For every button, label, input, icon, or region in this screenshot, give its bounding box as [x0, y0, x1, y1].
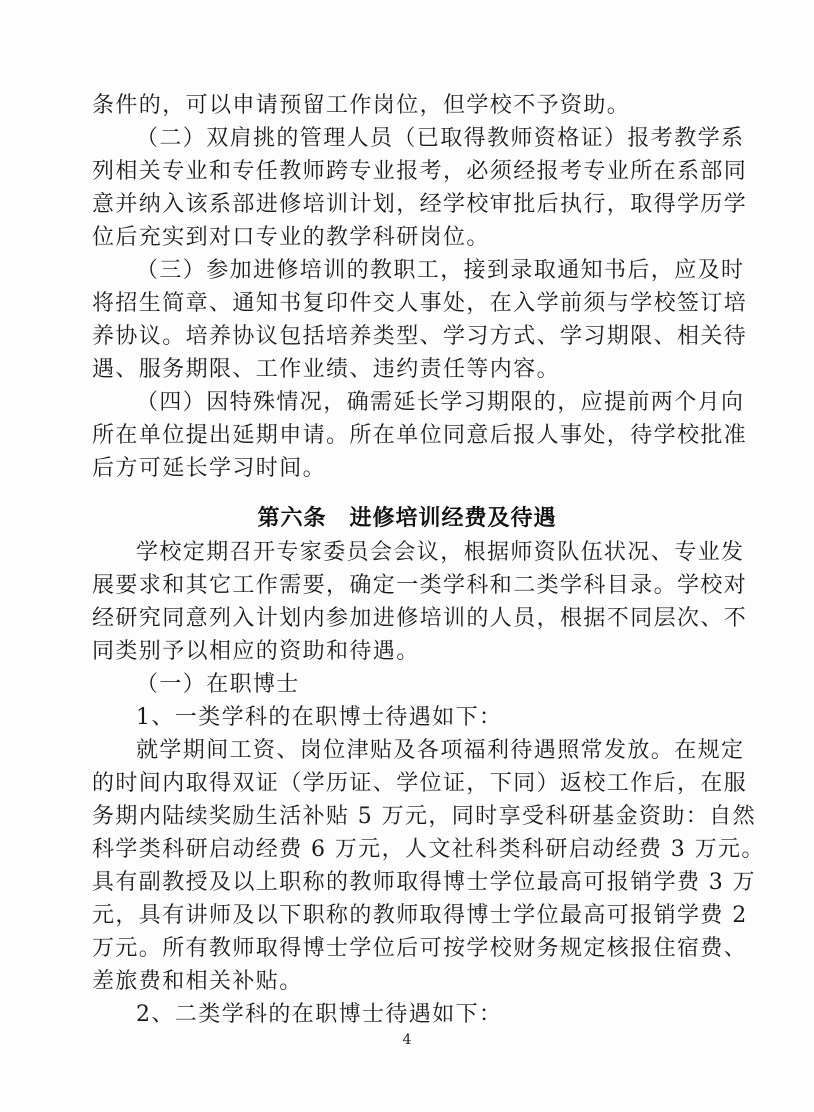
body-text-line: 经研究同意列入计划内参加进修培训的人员，根据不同层次、不 [92, 606, 748, 631]
body-text-line: 学校定期召开专家委员会会议，根据师资队伍状况、专业发 [136, 540, 745, 565]
body-text-line: 差旅费和相关补贴。 [92, 969, 303, 994]
body-text-line: 同类别予以相应的资助和待遇。 [92, 639, 420, 664]
subsection-title: （一）在职博士 [136, 672, 300, 697]
body-text-line: 的时间内取得双证（学历证、学位证，下同）返校工作后，在服 [92, 771, 748, 796]
body-text-line: 展要求和其它工作需要，确定一类学科和二类学科目录。学校对 [92, 573, 748, 598]
body-text-line: 条件的，可以申请预留工作岗位，但学校不予资助。 [92, 93, 631, 118]
body-text-line: 元，具有讲师及以下职称的教师取得博士学位最高可报销学费 2 [92, 903, 748, 928]
body-text-line: 务期内陆续奖励生活补贴 5 万元，同时享受科研基金资助：自然 [92, 804, 756, 829]
body-text-line: （四）因特殊情况，确需延长学习期限的，应提前两个月向 [136, 390, 745, 415]
body-text-line: 就学期间工资、岗位津贴及各项福利待遇照常发放。在规定 [136, 738, 745, 763]
body-text-line: 具有副教授及以上职称的教师取得博士学位最高可报销学费 3 万 [92, 870, 756, 895]
body-text-line: 位后充实到对口专业的教学科研岗位。 [92, 225, 490, 250]
section-heading: 第六条 进修培训经费及待遇 [257, 506, 557, 531]
body-text-line: 遇、服务期限、工作业绩、违约责任等内容。 [92, 357, 561, 382]
body-text-line: 列相关专业和专任教师跨专业报考，必须经报考专业所在系部同 [92, 159, 748, 184]
body-text-line: 后方可延长学习时间。 [92, 456, 327, 481]
body-text-line: 所在单位提出延期申请。所在单位同意后报人事处，待学校批准 [92, 423, 748, 448]
body-text-line: （二）双肩挑的管理人员（已取得教师资格证）报考教学系 [136, 126, 745, 151]
body-text-line: （三）参加进修培训的教职工，接到录取通知书后，应及时 [136, 258, 745, 283]
page-number: 4 [402, 1032, 412, 1048]
list-item-title: 2、二类学科的在职博士待遇如下： [136, 1002, 503, 1027]
body-text-line: 科学类科研启动经费 6 万元，人文社科类科研启动经费 3 万元。 [92, 837, 765, 862]
body-text-line: 万元。所有教师取得博士学位后可按学校财务规定核报住宿费、 [92, 936, 748, 961]
body-text-line: 养协议。培养协议包括培养类型、学习方式、学习期限、相关待 [92, 324, 748, 349]
list-item-title: 1、一类学科的在职博士待遇如下： [136, 705, 503, 730]
body-text-line: 意并纳入该系部进修培训计划，经学校审批后执行，取得学历学 [92, 192, 748, 217]
body-text-line: 将招生简章、通知书复印件交人事处，在入学前须与学校签订培 [92, 291, 748, 316]
